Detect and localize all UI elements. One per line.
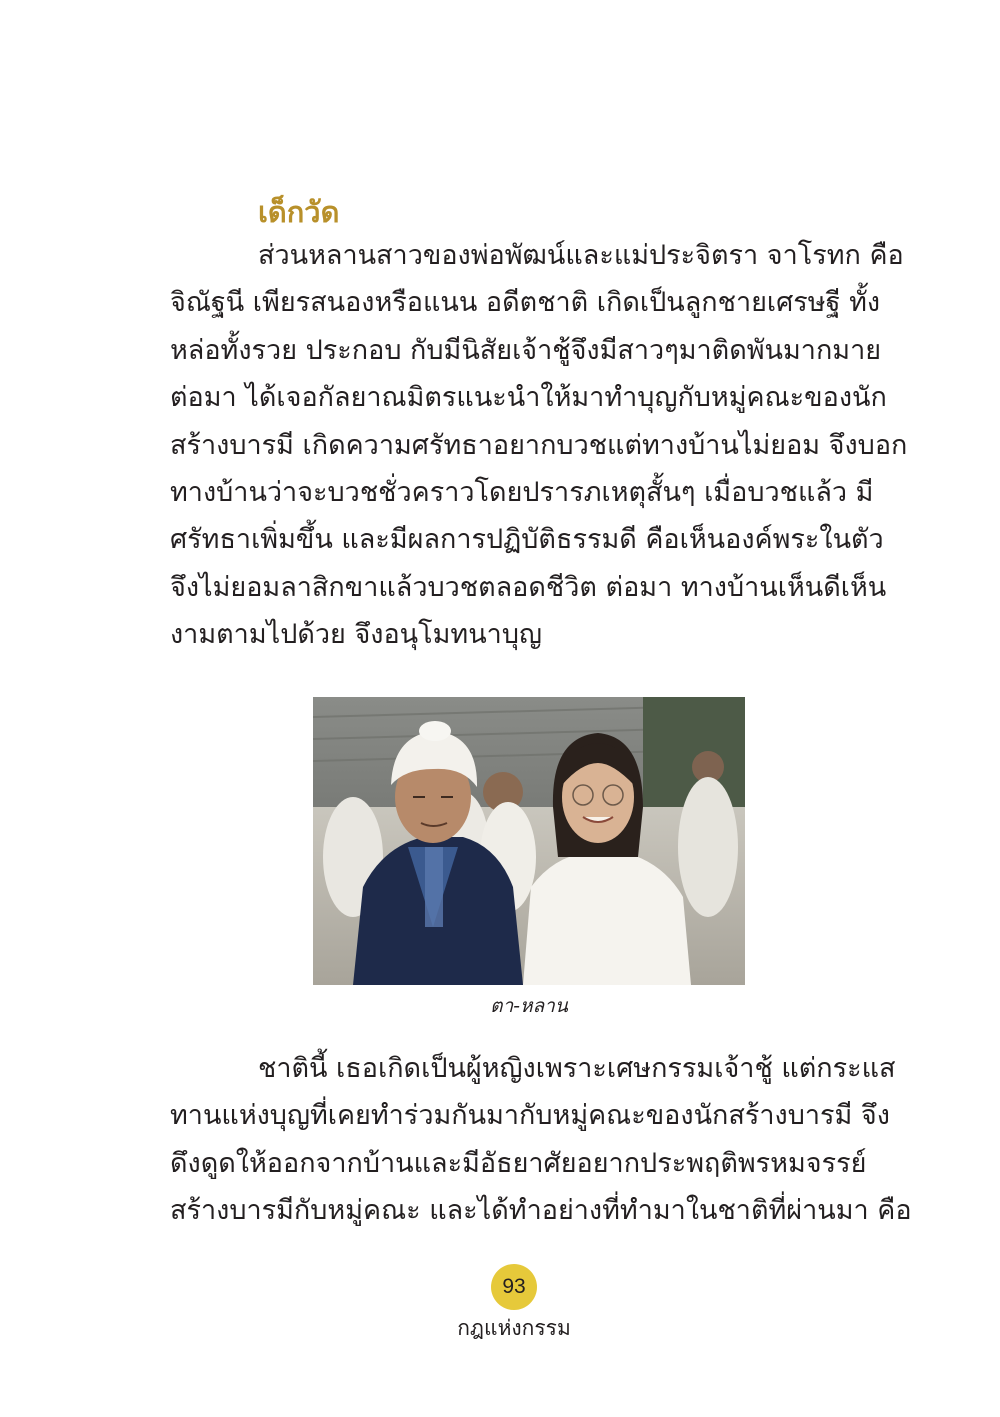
photo-grandfather-granddaughter: [313, 697, 745, 985]
paragraph-line: ศรัทธาเพิ่มขึ้น และมีผลการปฏิบัติธรรมดี คือเห็นองค์พระในตัว: [170, 524, 884, 556]
paragraph-2: [170, 1045, 912, 1235]
paragraph-1: [170, 232, 908, 659]
paragraph-line: จิณัฐนี เพียรสนองหรือแนน อดีตชาติ เกิดเป็นลูกชายเศรษฐี ทั้ง: [170, 287, 881, 319]
paragraph-line: สร้างบารมี เกิดความศรัทธาอยากบวชแต่ทางบ้านไม่ยอม จึงบอก: [170, 429, 908, 461]
paragraph-line: ส่วนหลานสาวของพ่อพัฒน์และแม่ประจิตรา จาโรทก คือ: [258, 240, 904, 271]
paragraph-line: ดึงดูดให้ออกจากบ้านและมีอัธยาศัยอยากประพฤติพรหมจรรย์: [170, 1147, 867, 1179]
paragraph-line: ต่อมา ได้เจอกัลยาณมิตรแนะนำให้มาทำบุญกับหมู่คณะของนัก: [170, 382, 887, 414]
book-title: กฎแห่งกรรม: [457, 1316, 571, 1340]
paragraph-line: ชาตินี้ เธอเกิดเป็นผู้หญิงเพราะเศษกรรมเจ้าชู้ แต่กระแส: [258, 1053, 896, 1084]
page-number: 93: [502, 1275, 526, 1298]
paragraph-line: จึงไม่ยอมลาสิกขาแล้วบวชตลอดชีวิต ต่อมา ทางบ้านเห็นดีเห็น: [170, 571, 887, 603]
photo-caption: ตา-หลาน: [490, 995, 568, 1017]
paragraph-line: หล่อทั้งรวย ประกอบ กับมีนิสัยเจ้าชู้จึงมีสาวๆมาติดพันมากมาย: [170, 334, 882, 366]
paragraph-line: ทานแห่งบุญที่เคยทำร่วมกันมากับหมู่คณะของนักสร้างบารมี จึง: [170, 1100, 890, 1132]
section-heading: เด็กวัด: [258, 195, 340, 229]
paragraph-line: สร้างบารมีกับหมู่คณะ และได้ทำอย่างที่ทำมาในชาติที่ผ่านมา คือ: [170, 1195, 912, 1227]
paragraph-line: ทางบ้านว่าจะบวชชั่วคราวโดยปรารภเหตุสั้นๆ เมื่อบวชแล้ว มี: [170, 476, 874, 508]
photo-image: [313, 697, 745, 985]
paragraph-line: งามตามไปด้วย จึงอนุโมทนาบุญ: [170, 619, 542, 651]
